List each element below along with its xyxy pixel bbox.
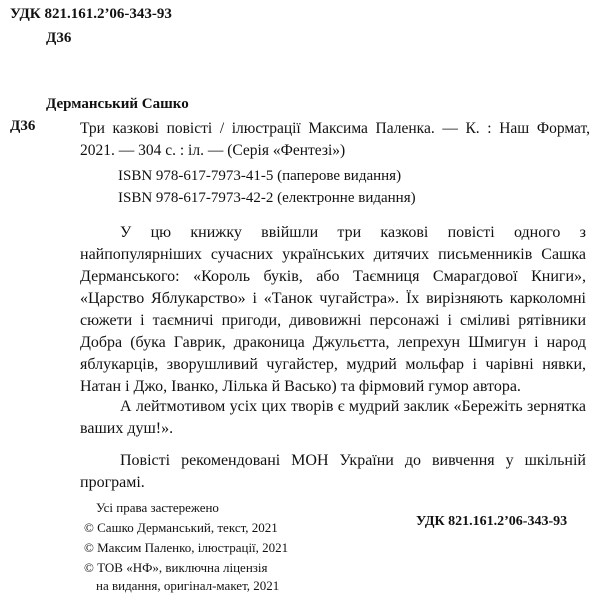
copyright-license: © ТОВ «НФ», виключна ліцензія bbox=[84, 560, 268, 575]
title-line-1: Три казкові повісті / ілюстрації Максима Паленка. — К. : Наш Формат, bbox=[80, 120, 590, 137]
copyright-license-continued: на видання, оригінал-макет, 2021 bbox=[96, 578, 280, 593]
catalog-code-side: Д36 bbox=[10, 118, 36, 134]
rights-title: Усі права застережено bbox=[96, 500, 219, 515]
title-line-2: 2021. — 304 с. : іл. — (Серія «Фентезі») bbox=[80, 142, 346, 159]
isbn-print: ISBN 978-617-7973-41-5 (паперове видання) bbox=[118, 168, 402, 184]
udk-footer: УДК 821.161.2’06-343-93 bbox=[416, 514, 568, 529]
author-name: Дерманський Сашко bbox=[46, 96, 189, 112]
copyright-illustrations: © Максим Паленко, ілюстрації, 2021 bbox=[84, 540, 289, 555]
copyright-text: © Сашко Дерманський, текст, 2021 bbox=[84, 520, 278, 535]
catalog-code-header: Д36 bbox=[46, 30, 72, 46]
annotation-paragraph-1: У цю книжку ввійшли три казкові повісті одного з найпопулярніших сучасних українських дитячих письменників Сашка Дерманського: «Король буків, або Таємниця Смарагдової Книги», «Царство Яблукарство» і «Танок чугайстра». Їх вирізняють карколомні сюжети і таємничі пригоди, дивовижні персонажі і сміливі рятівники Добра (бука Гаврик, драконица Джульєтта, лепрехун Шмигун і народ яблукарців, зворушливий чугайстер, мудрий мольфар і чарівні нявки, Натан і Джо, Іванко, Лілька й Васько) та фірмовий гумор автора. bbox=[80, 224, 586, 395]
udk-header: УДК 821.161.2’06-343-93 bbox=[10, 6, 172, 22]
isbn-electronic: ISBN 978-617-7973-42-2 (електронне видання) bbox=[118, 190, 416, 206]
annotation-paragraph-2: А лейтмотивом усіх цих творів є мудрий заклик «Бережіть зернятка ваших душ!». bbox=[80, 398, 586, 437]
annotation-paragraph-3: Повісті рекомендовані МОН України до вивчення у шкільній програмі. bbox=[80, 452, 586, 491]
